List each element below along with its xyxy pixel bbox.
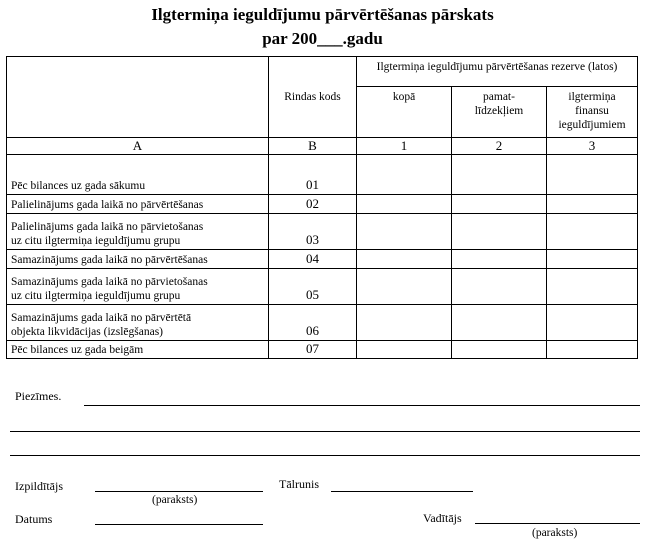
row-code: 06 [269,305,357,341]
header-col-financial: ilgtermiņa finansu ieguldījumiem [547,87,638,138]
executor-signature-caption: (paraksts) [152,494,198,506]
cell-total[interactable] [357,195,452,214]
report-title: Ilgtermiņa ieguldījumu pārvērtēšanas pārskats [151,5,494,24]
cell-total[interactable] [357,214,452,250]
row-code: 04 [269,250,357,269]
header-blank-a [7,57,269,138]
executor-label: Izpildītājs [15,479,63,493]
date-line[interactable] [95,524,263,525]
cell-fixed-assets[interactable] [452,341,547,359]
cell-fixed-assets[interactable] [452,195,547,214]
header-col-fixed-assets: pamat- līdzekļiem [452,87,547,138]
column-letter-b: B [269,138,357,155]
phone-label: Tālrunis [279,477,319,491]
cell-financial[interactable] [547,269,638,305]
cell-financial[interactable] [547,214,638,250]
column-number-1: 1 [357,138,452,155]
row-code: 03 [269,214,357,250]
date-label: Datums [15,512,53,526]
revaluation-table [6,56,638,359]
cell-financial[interactable] [547,155,638,195]
row-label: Palielinājums gada laikā no pārvērtēšanas [7,195,269,214]
row-code: 02 [269,195,357,214]
phone-line[interactable] [331,491,473,492]
manager-signature-line[interactable] [475,523,640,524]
row-code: 01 [269,155,357,195]
table-row [7,214,638,250]
cell-total[interactable] [357,250,452,269]
notes-line-2[interactable] [10,431,640,432]
notes-line-3[interactable] [10,455,640,456]
row-label: Samazinājums gada laikā no pārvietošanas uz citu ilgtermiņa ieguldījumu grupu [7,269,269,305]
notes-line-1[interactable] [84,405,640,406]
table-row [7,195,638,214]
header-row-code [269,57,357,138]
executor-signature-line[interactable] [95,491,263,492]
manager-label: Vadītājs [423,511,462,525]
cell-total[interactable] [357,269,452,305]
column-number-2: 2 [452,138,547,155]
column-number-3: 3 [547,138,638,155]
cell-fixed-assets[interactable] [452,214,547,250]
table-row [7,305,638,341]
table-row [7,341,638,359]
table-row [7,269,638,305]
cell-fixed-assets[interactable] [452,155,547,195]
column-letter-a: A [7,138,269,155]
manager-signature-caption: (paraksts) [532,527,578,539]
cell-financial[interactable] [547,305,638,341]
cell-total[interactable] [357,341,452,359]
row-label: Palielinājums gada laikā no pārvietošanas uz citu ilgtermiņa ieguldījumu grupu [7,214,269,250]
cell-total[interactable] [357,305,452,341]
row-code: 05 [269,269,357,305]
cell-total[interactable] [357,155,452,195]
table-row [7,155,638,195]
cell-fixed-assets[interactable] [452,305,547,341]
table-row [7,250,638,269]
header-reserve-group: Ilgtermiņa ieguldījumu pārvērtēšanas rezerve (latos) [357,57,638,87]
row-label: Pēc bilances uz gada beigām [7,341,269,359]
row-code: 07 [269,341,357,359]
row-label: Samazinājums gada laikā no pārvērtēšanas [7,250,269,269]
cell-fixed-assets[interactable] [452,269,547,305]
report-period: par 200___.gadu [262,29,383,48]
header-col-total: kopā [357,87,452,138]
cell-financial[interactable] [547,341,638,359]
notes-label: Piezīmes. [15,389,62,403]
cell-fixed-assets[interactable] [452,250,547,269]
cell-financial[interactable] [547,195,638,214]
cell-financial[interactable] [547,250,638,269]
row-code-header-text: Rindas kods [284,91,341,103]
row-label: Samazinājums gada laikā no pārvērtētā objekta likvidācijas (izslēgšanas) [7,305,269,341]
row-label: Pēc bilances uz gada sākumu [7,155,269,195]
